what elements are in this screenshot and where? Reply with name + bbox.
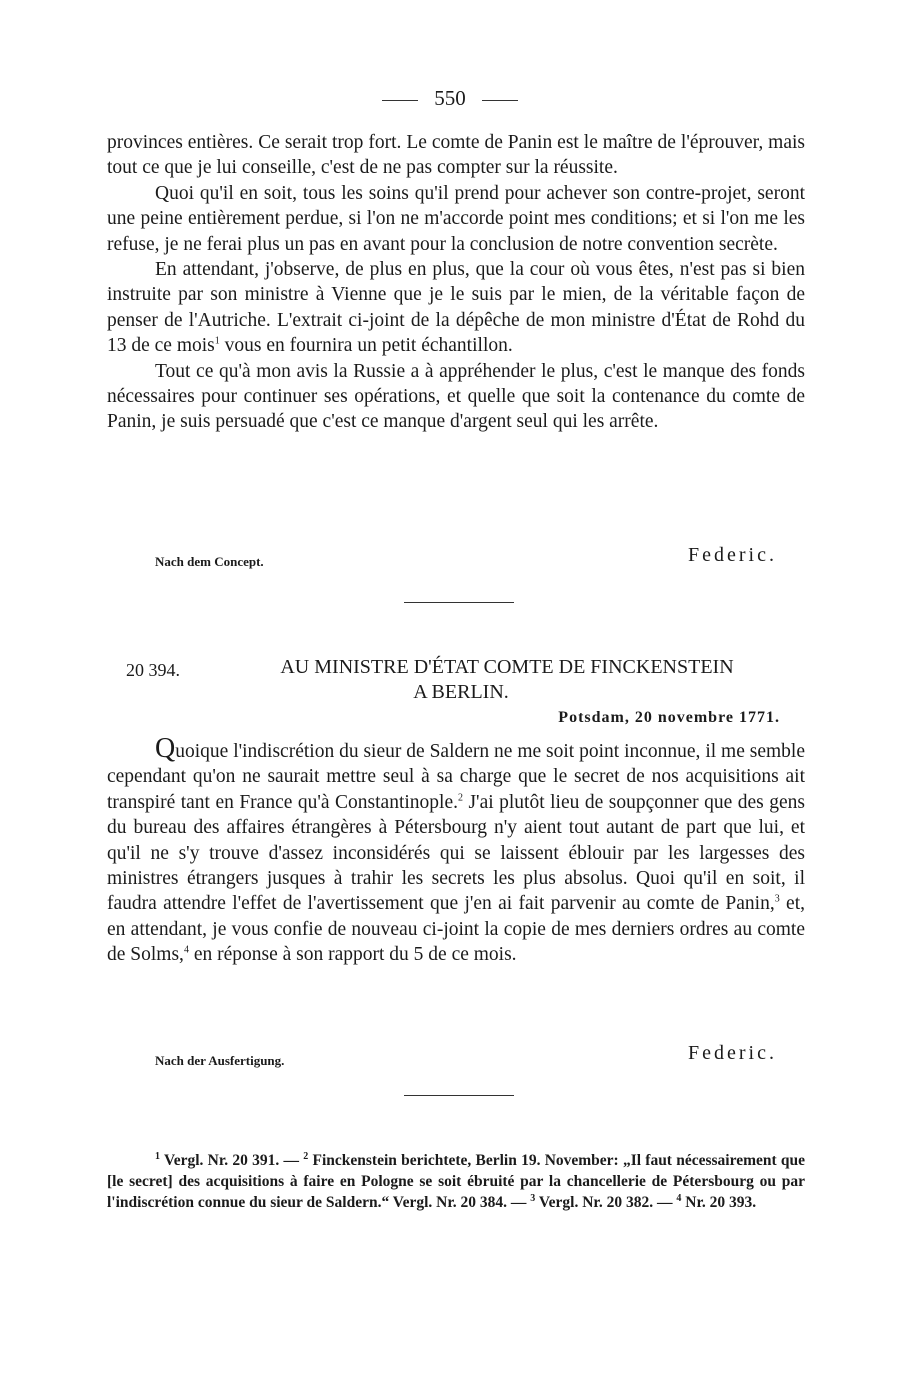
signature-1: Federic. xyxy=(688,544,777,566)
footnote-text xyxy=(107,1150,805,1213)
letter-heading xyxy=(126,655,796,705)
source-note-1: Nach dem Concept. xyxy=(155,554,264,569)
paragraph-2: Quoi qu'il en soit, tous les soins qu'il prend pour achever son contre-projet, seront une peine entièrement perdue, si l'on ne m'accorde point mes conditions; et si l'on me les refuse, je ne ferai plus un pas en avant pour la conclusion de notre convention secrète. xyxy=(107,182,805,255)
letter-body-2: J'ai plutôt lieu de soupçonner que des gens du bureau des affaires étrangères à Pétersbourg n'y aient tout autant de part que lui, et qu'il ne s'y trouve d'assez inconsidérés qui se laissent éblouir par les largesses des ministres étrangers jusques à trahir les secrets les plus absolus. Quoi qu'il en soit, il faudra attendre l'effet de l'avertissement que j'en ai fait parvenir au comte de Panin, xyxy=(107,791,805,915)
letter-paragraph xyxy=(107,733,805,968)
footnote-ref-1: 1 xyxy=(214,335,220,347)
footnote-1-text: Vergl. Nr. 20 391. — xyxy=(160,1152,304,1169)
paragraph-3 xyxy=(107,257,805,359)
footnote-ref-2: 2 xyxy=(457,792,463,804)
footnote-4-marker: 4 xyxy=(676,1192,682,1204)
source-note-2: Nach der Ausfertigung. xyxy=(155,1053,285,1068)
letter-body-4: en réponse à son rapport du 5 de ce mois. xyxy=(188,944,517,966)
paragraph-3-tail: vous en fournira un petit échantillon. xyxy=(219,335,513,357)
footnote-1-marker: 1 xyxy=(155,1150,160,1162)
footnotes xyxy=(107,1150,805,1213)
page-number xyxy=(0,86,900,111)
paragraph-4: Tout ce qu'à mon avis la Russie a à appréhender le plus, c'est le manque des fonds nécessaires pour continuer ses opérations, et quelle que soit la contenance du comte de Panin, je suis persuadé que c'est ce manque d'argent seul qui les arrête. xyxy=(107,360,805,433)
letter-body xyxy=(107,733,805,968)
paragraph-1: provinces entières. Ce serait trop fort. Le comte de Panin est le maître de l'éprouver, mais tout ce que je lui conseille, c'est de ne pas compter sur la réussite. xyxy=(107,132,805,179)
page-number-text: 550 xyxy=(434,86,466,110)
letter-body-3: et, en attendant, je vous confie de nouveau ci-joint la copie de mes derniers ordres au comte de Solms, xyxy=(107,893,805,966)
footnote-2-marker: 2 xyxy=(303,1150,309,1162)
section-divider-2 xyxy=(404,1095,514,1096)
heading-line-2: A BERLIN. xyxy=(413,681,509,703)
dateline: Potsdam, 20 novembre 1771. xyxy=(558,709,780,726)
footnote-4-text: Nr. 20 393. xyxy=(681,1194,757,1211)
footnote-ref-4: 4 xyxy=(183,944,189,956)
drop-cap: Q xyxy=(155,733,176,764)
footnote-3-marker: 3 xyxy=(530,1192,536,1204)
footnote-3-text: Vergl. Nr. 20 382. — xyxy=(535,1194,677,1211)
section-divider-1 xyxy=(404,602,514,603)
page-number-dash-left xyxy=(382,100,418,101)
footnote-2-text: Finckenstein berichtete, Berlin 19. November: „Il faut nécessairement que [le secret] des acquisitions à faire en Pologne se soit ébruité par la chancellerie de Pétersbourg ou par l'indiscrétion connue du sieur de Saldern.“ Vergl. Nr. 20 384. — xyxy=(107,1152,805,1211)
continuation-text xyxy=(107,130,805,435)
heading-line-1: AU MINISTRE D'ÉTAT COMTE DE FINCKENSTEIN xyxy=(280,656,734,678)
page-number-dash-right xyxy=(482,100,518,101)
signature-2: Federic. xyxy=(688,1042,777,1064)
paragraph-3-text: En attendant, j'observe, de plus en plus, que la cour où vous êtes, n'est pas si bien instruite par son ministre à Vienne que je le suis par le mien, de la véritable façon de penser de l'Autriche. L'extrait ci-joint de la dépêche de mon ministre d'État de Rohd du 13 de ce mois xyxy=(107,259,805,357)
letter-body-1: uoique l'indiscrétion du sieur de Saldern ne me soit point inconnue, il me semble cependant qu'on ne saurait mettre seul à sa charge que le secret de nos acquisitions ait transpiré tant en France qu'à Constantinople. xyxy=(107,741,805,813)
footnote-ref-3: 3 xyxy=(774,893,780,905)
letter-number: 20 394. xyxy=(126,660,180,680)
